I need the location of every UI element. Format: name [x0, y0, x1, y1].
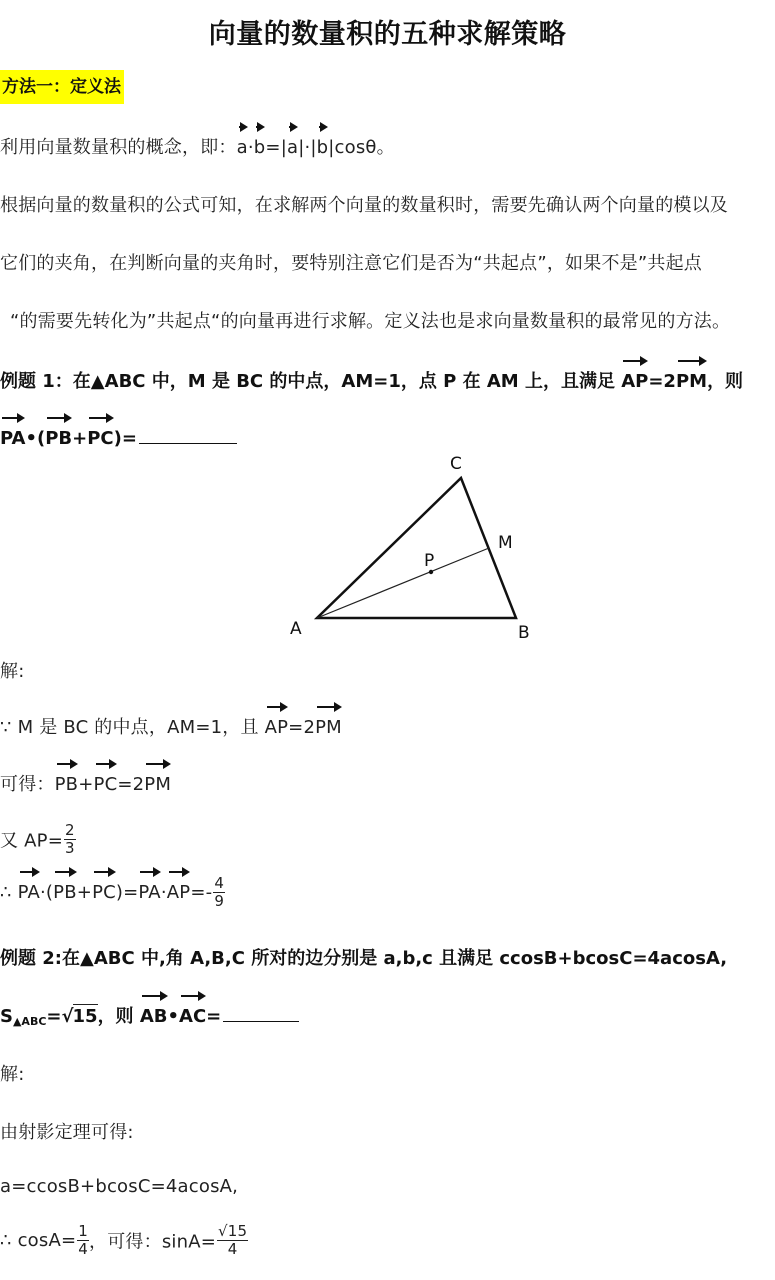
vector-PM: PM: [315, 717, 342, 738]
question-text: •(: [25, 428, 46, 449]
vector-PA: PA: [17, 882, 40, 903]
question-text: •: [167, 1006, 180, 1027]
vector-b: b: [253, 137, 266, 158]
vector-AB: AB: [139, 1006, 168, 1027]
step-text: )=: [115, 882, 139, 903]
question-text: ，则: [707, 371, 744, 392]
step-text: =2: [117, 774, 145, 795]
example2-question-line1: 例题 2:在▲ABC 中,角 A,B,C 所对的边分别是 a,b,c 且满足 ccosB+bcosC=4acosA,: [0, 948, 728, 969]
vector-PA: PA: [0, 428, 26, 449]
solution2-step2: a=ccosB+bcosC=4acosA,: [0, 1176, 239, 1197]
vector-AC: AC: [179, 1006, 207, 1027]
numerator: 1: [78, 1222, 89, 1240]
solution2-step1: 由射影定理可得:: [0, 1122, 134, 1143]
step-text: ∴: [0, 882, 18, 903]
label-M: M: [498, 533, 513, 553]
step-text: =2: [288, 717, 316, 738]
formula-text: |cosθ。: [328, 137, 395, 158]
dot-symbol: ·: [247, 137, 254, 158]
numerator: √15: [218, 1222, 248, 1240]
vector-PA: PA: [138, 882, 161, 903]
example2-question-line2: [0, 1002, 299, 1028]
denominator: 4: [78, 1240, 89, 1258]
question-text: 例题 1：在▲ABC 中，M 是 BC 的中点，AM=1，点 P 在 AM 上，且满足: [0, 371, 622, 392]
area-subscript: ▲ABC: [12, 1015, 47, 1028]
question-text: ，则: [97, 1006, 140, 1027]
step-text: ·: [160, 882, 167, 903]
vector-AP: AP: [166, 882, 191, 903]
method1-heading: 方法一：定义法: [0, 70, 124, 104]
intro-text: 利用向量数量积的概念，即：: [0, 137, 237, 158]
question-text: )=: [113, 428, 137, 449]
vector-PB: PB: [45, 428, 73, 449]
solution1-label: 解:: [0, 661, 25, 682]
sqrt-radicand: 15: [72, 1006, 98, 1027]
paragraph-line-3: “的需要先转化为”共起点“的向量再进行求解。定义法也是求向量数量积的最常见的方法。: [10, 311, 731, 332]
answer-blank: [223, 1003, 299, 1022]
label-A: A: [290, 619, 302, 639]
vector-PC: PC: [93, 774, 118, 795]
question-text: =2: [648, 371, 676, 392]
step-text: +: [76, 882, 93, 903]
median-AM: [317, 548, 489, 618]
formula-text: |·|: [298, 137, 317, 158]
step-text: =-: [190, 882, 213, 903]
solution2-step3: [0, 1223, 248, 1258]
vector-PC: PC: [87, 428, 114, 449]
vector-AP: AP: [621, 371, 649, 392]
vector-PB: PB: [54, 774, 79, 795]
question-text: =: [206, 1006, 222, 1027]
paragraph-line-2: 它们的夹角，在判断向量的夹角时，要特别注意它们是否为“共起点”，如果不是”共起点: [0, 253, 702, 274]
fraction-2-3: [64, 822, 76, 857]
solution1-step1: [0, 713, 342, 739]
vector-b-abs: b: [316, 137, 329, 158]
paragraph-line-1: 根据向量的数量积的公式可知，在求解两个向量的数量积时，需要先确认两个向量的模以及: [0, 195, 728, 216]
label-B: B: [518, 623, 530, 643]
vector-PB: PB: [53, 882, 77, 903]
solution1-step2: [0, 770, 171, 796]
formula-text: =|: [265, 137, 287, 158]
fraction-sqrt15-4: [217, 1223, 248, 1258]
denominator: 9: [214, 892, 225, 910]
step-text: ·(: [40, 882, 54, 903]
step-text: +: [78, 774, 94, 795]
fraction-1-4: [77, 1223, 89, 1258]
vector-PM: PM: [675, 371, 708, 392]
step-text: ∴ cosA=: [0, 1230, 77, 1251]
step-text: ∵ M 是 BC 的中点，AM=1，且: [0, 717, 265, 738]
question-text: +: [72, 428, 88, 449]
step-text: 又 AP=: [0, 830, 63, 852]
triangle-ABC: [317, 478, 516, 618]
solution1-step3: [0, 822, 76, 857]
step-text: ，可得：sinA=: [89, 1231, 216, 1253]
question-text: =√: [46, 1006, 74, 1027]
denominator: 4: [227, 1240, 238, 1258]
numerator: 4: [214, 874, 225, 892]
label-P: P: [424, 551, 435, 571]
area-symbol: S: [0, 1006, 13, 1027]
vector-PM: PM: [144, 774, 172, 795]
solution2-label: 解:: [0, 1064, 25, 1085]
fraction-4-9: [213, 875, 225, 910]
step-text: 可得：: [0, 774, 55, 795]
vector-a-abs: a: [286, 137, 299, 158]
denominator: 3: [64, 839, 75, 857]
page-title: 向量的数量积的五种求解策略: [208, 19, 567, 50]
vector-PC: PC: [92, 882, 116, 903]
vector-a: a: [236, 137, 248, 158]
vector-AP: AP: [264, 717, 289, 738]
numerator: 2: [64, 821, 75, 839]
label-C: C: [450, 454, 462, 474]
solution1-step4: [0, 875, 225, 910]
